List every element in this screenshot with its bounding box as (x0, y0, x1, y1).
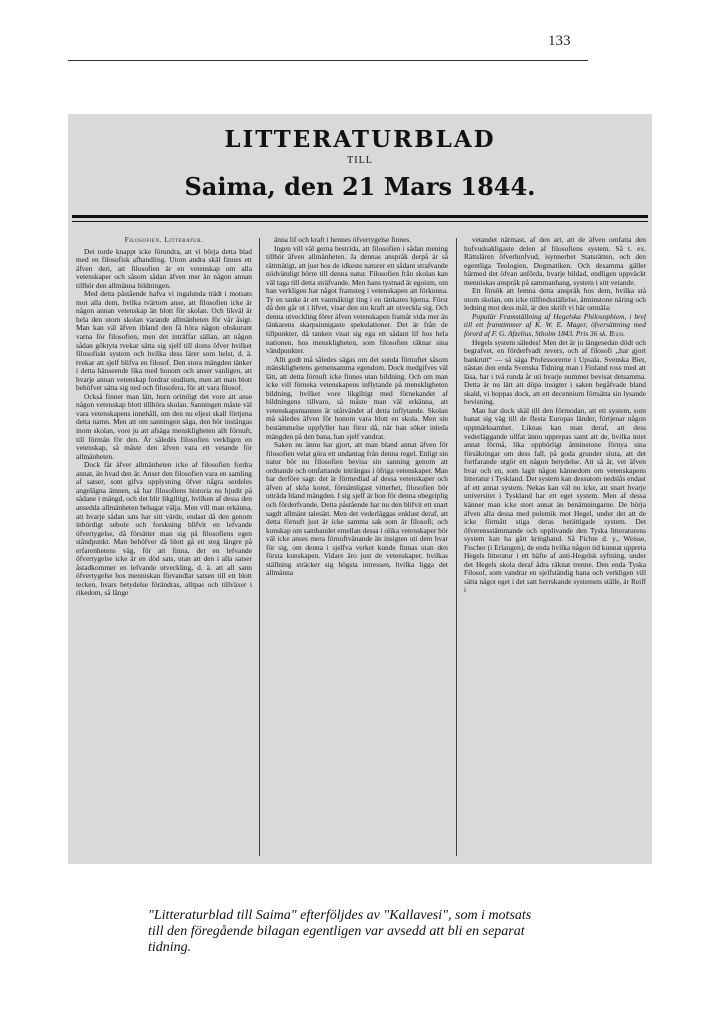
article-paragraph: Ingen vill väl gerna bestrida, att filosofien i sådan mening tillhör äfven allmänheten. Ja dennas anspråk derpå är så rättmätigt, att just hos de idkeste naturer ett sådant strafvande nödvändigt börre till denna natur. Filosofien från skolan kan väl taga till detta sträfvande. Men hans tystnad är egoism, om han verkligen har något framsteg i vetenskapen att förkunna. Ty en tanke är ett vanmäktigt ting i en tänkares hjerna. Först då den går ut i lifvet, visar den sin kraft att utveckla sig. Och denna utveckling förer äfven vetenskapen framåt vida mer än tänkarens skarpsinnigaste spekulationer. Det är från de tillpunkter, då tanken visat sig ega ett sådant lif hos hela nationen, hos menskligheten, som filosofien räknar sina vändpunkter. (266, 243, 448, 356)
caption-line: till den föregående bilagan egentligen var avsedd att bli en separat (148, 924, 525, 939)
column-divider (259, 238, 260, 856)
masthead: LITTERATURBLAD (224, 126, 496, 153)
page-number: 133 (548, 33, 571, 49)
article-paragraph: änna lif och kraft i hennes öfvertygelse finnes. (274, 236, 412, 244)
article-paragraph: Dock får äfver allmänheten icke af filosofien fordra annat, än hvad den är. Anser den filosofien vara en samling af satser, som gifva upplysning öfver några serdeles angelägna ämnen, så har filosofiens historia nu hjudit på sådane i mängd, och det blir likgiltigt, hvilken af dessa den ansedda allmänheten behagar välja. Men vill man erkänna, att hvarje sådan sats har sitt värde, endast då den genom inbördigt sebole och forskning blifvit en lefvande öfvertygelse, då försätter man sig på filosofiens egen ståndpunkt. Man behöfver då blott gå ett steg längre på erfarenhetens väg, för att finna, det en lefvande öfvertygelse icke är en död sats, utan att den i alla satser åstadkommer en lefvande utveckling, d. ä. att all sann öfvertygelse hos menniskan förvandlar satsen till ett blott tecken, hvars betydelse förändras, alltpas och tillväxer i rikedom, så länge (76, 460, 252, 598)
article-paragraph: Saken nu ännu har gjort, att man bland annat äfven för filosofien velat göra ett undantag från denna regel. Enligt sin natur bör nu filosofien bevisa sin sanning genom att ordnande och omfattande inträngas i öfriga vetenskaper. Man har derföre sagt: det är förmedlad af dessa vetenskaper och äfven af sköa konst, förnämligast vitterhet, filosofien bör utträda bland mängden. I sig sjelf är hon för denna obegriplig och förderfvande. Detta påstående har nu den blifvit ett snart sagdt allmänt talesätt. Men det vederläggas enklast deraf, att detta förnuft just är icke samma sak som är filosofi; och kunskap om sambandet emellan dessa i olika vetenskaper bör väl icke anses mera förnuftvänande än insigten uti dem hvar för sig, om denna i sjelfva verket kunde finnas utan den första kunskapen. Vidare äro just de vetenskaper, hvilkas ställning sträcker sig högsta intressen, hvilka ligga det allmänna (266, 440, 448, 578)
header-rule-thick (72, 215, 648, 218)
caption-line: "Litteraturblad till Saima" efterföljdes av "Kallavesi", som i motsats (148, 908, 532, 923)
masthead-subtitle: TILL (347, 155, 373, 166)
article-paragraph: Ett försök att lemna detta anspråk hos dem, hvilka stå utom skolan, om icke tillfredsställelse, åtminstone näring och ledning mot dess mål, är den skrift vi här omnäla: (464, 286, 646, 313)
dateline: Saima, den 21 Mars 1844. (184, 172, 536, 201)
header-rule-thin (72, 221, 648, 222)
top-rule (68, 60, 588, 61)
article-paragraph: Allt godt må således sägas om det sunda förnuftet såsom mänsklighetens gemensamma egendom. Dock medgifves väl lätt, att detta förnuft icke finnes utan bildning. Och om man icke vill förneka vetenskapens inflytande på menskligheten bildning, hvilket vore likgiltigt med förnekandet af bildningens tillvaro, så måste man väl erkänna, att vetenskapsmannen är utåtvändet af detta inflytande. Skolan må således äfven för honom vara blott en skola. Men sin bestämmelse uppfyller han först då, när han söker inleda mängden på den bana, han sjelf vandrat. (266, 354, 448, 441)
article-paragraph: vetandet närmast, af den art, att de äfven omfatta den hufvudsakligaste delen af filosofiens system. Så t. ex. Rättslären öfverlunfvud, isynnerhet Statsrätten, och den egentliga Teologien, Dogmatiken. Och desamma gäller härmed det öfvan anförda, hvarje bildad, endligen uppväckt menniskas anspråk på sammanhang, system i sitt vetande. (464, 236, 646, 287)
article-column-3 (464, 236, 646, 856)
article-paragraph: Man har dock skäl till den förmodan, att ett system, som banat sig väg till de flesta Europas länder, förtjenar någon uppmärksamhet. Liknas kan man deraf, att dess vederläggande ullfat ännu upprepas samt att de, hvilka intet annat förmå, lika uppbörligt åtminstone förnya sina försäkringar om dess fall, på goda grunder sluta, att det fortfarande utgör ett någon betydelse. Att så är, vet äfven hvar och en, som lagit någon kännedom om vetenskapens litteratur i Tyskland. Det system kan dessutom nedslås endast af ett annat system. Nekas kan väl nu icke, att snart hvarje universitet i Tyskland har ett eget system. Men af dessa känner man icke stort annat än benämningarne. De börja äfven alla dessa med polemik mot Hegel, under det att de icke förmått stiga deras berättigade system. Det öfverensstämmande och upplivande den Tyska litteraturens system kan ha gått kringhand. Så Fichte d. y., Weisse, Fischer (i Erlangen), de enda hvilka någon tid kunnat uppreta Hegels litteratur i ett häfte af anti-Hegelsk syftning, under det Hegels skola deraf ådra räknat trenne. Den enda Tyska Filosof, som vandrar en sjelfständig bana och verkligen vill sätta något eget i det satt herrskande systemets ställe, är Reiff i (464, 405, 646, 595)
book-citation: Populär Framställning af Hegelska Philosophiem, i bref till ett framtimmer af K. W. E. Mager, öfversättning med förord af F. G. Afzelius, Stholm 1843. Pris 36 sk. B:co. (464, 311, 646, 339)
article-column-2 (266, 236, 448, 856)
article-paragraph: Med detta påstående hafva vi ingalunda trädt i motsats mot alla dem, hvilka tvärtom anse, att filosofien icke är någon annan vetenskap än blott för skolan. Och likväl är hela den utom skolan varande allmänheten för vår åsigt. Man kan väl äfven ibland den få höra någon obskurant varna för filosofien, men det inträffar sällan, att någon sådan göktyta tvekar sätta sig sjelf till doms öfver hvilket filosofiskt system och hvilka dess lärer som helst, d. ä. tvekar att sjelf blifva en filosof. Den stora mängden tänker i detta hänseende lika med honom och anser vanligen, att hvarje annan vetenskap fordrar studium, men att man blott behöfver sätta sig ned och filosofera, för att vara filosof. (76, 289, 252, 393)
figure-caption (148, 908, 588, 956)
article-heading: Filosofien. Litteratur. (124, 236, 204, 244)
caption-line: tidning. (148, 940, 192, 955)
article-paragraph: Det torde knappt icke förundra, att vi börja detta blad med en filosofisk afhandling. Utom andra skäl finnes ett äfven deri, att filosofien är en vetenskap om alla vetenskaper och såsom sådan äfven mer än någon annan tillhör den allmänna bildningen. (76, 246, 252, 290)
article-paragraph: Hegels system säledes! Men det är ju längesedan dödt och begrafvet, en förderfvadt revers, och af filosofi ,,har gjort bankrutt“ — så säga Professorerne i Upsala. Svenska Biet, nästan den enda Svenska Tidning man i Finland ross med att läsa, har i två runda år uti hvarje nummer bevisat detsamma. Detta är nu lätt att döpa insigter i saken begåfvade bland skald, vi hoppas dock, att ett decennium förtsätta sin lysande bevisning. (464, 337, 646, 407)
newspaper-clipping (68, 114, 652, 864)
article-column-1 (76, 236, 252, 856)
column-divider (456, 238, 457, 856)
article-paragraph: Också finner man lätt, hurn orimligt det vore att anse någon vetenskap blott tillhöra skolan. Sanningen måste väl vara vetenskapens innehåll, om den nu eljest skall förtjena detta namn. Men att om sanningen säga, den bör instängas inom skolan, vore ju att afsäga menskligheten allt förnuft, till förmån för den. Är såledés filosofien verkligen en vetenskap, så måste den äfven vara ett vetande för allmänheten. (76, 391, 252, 461)
